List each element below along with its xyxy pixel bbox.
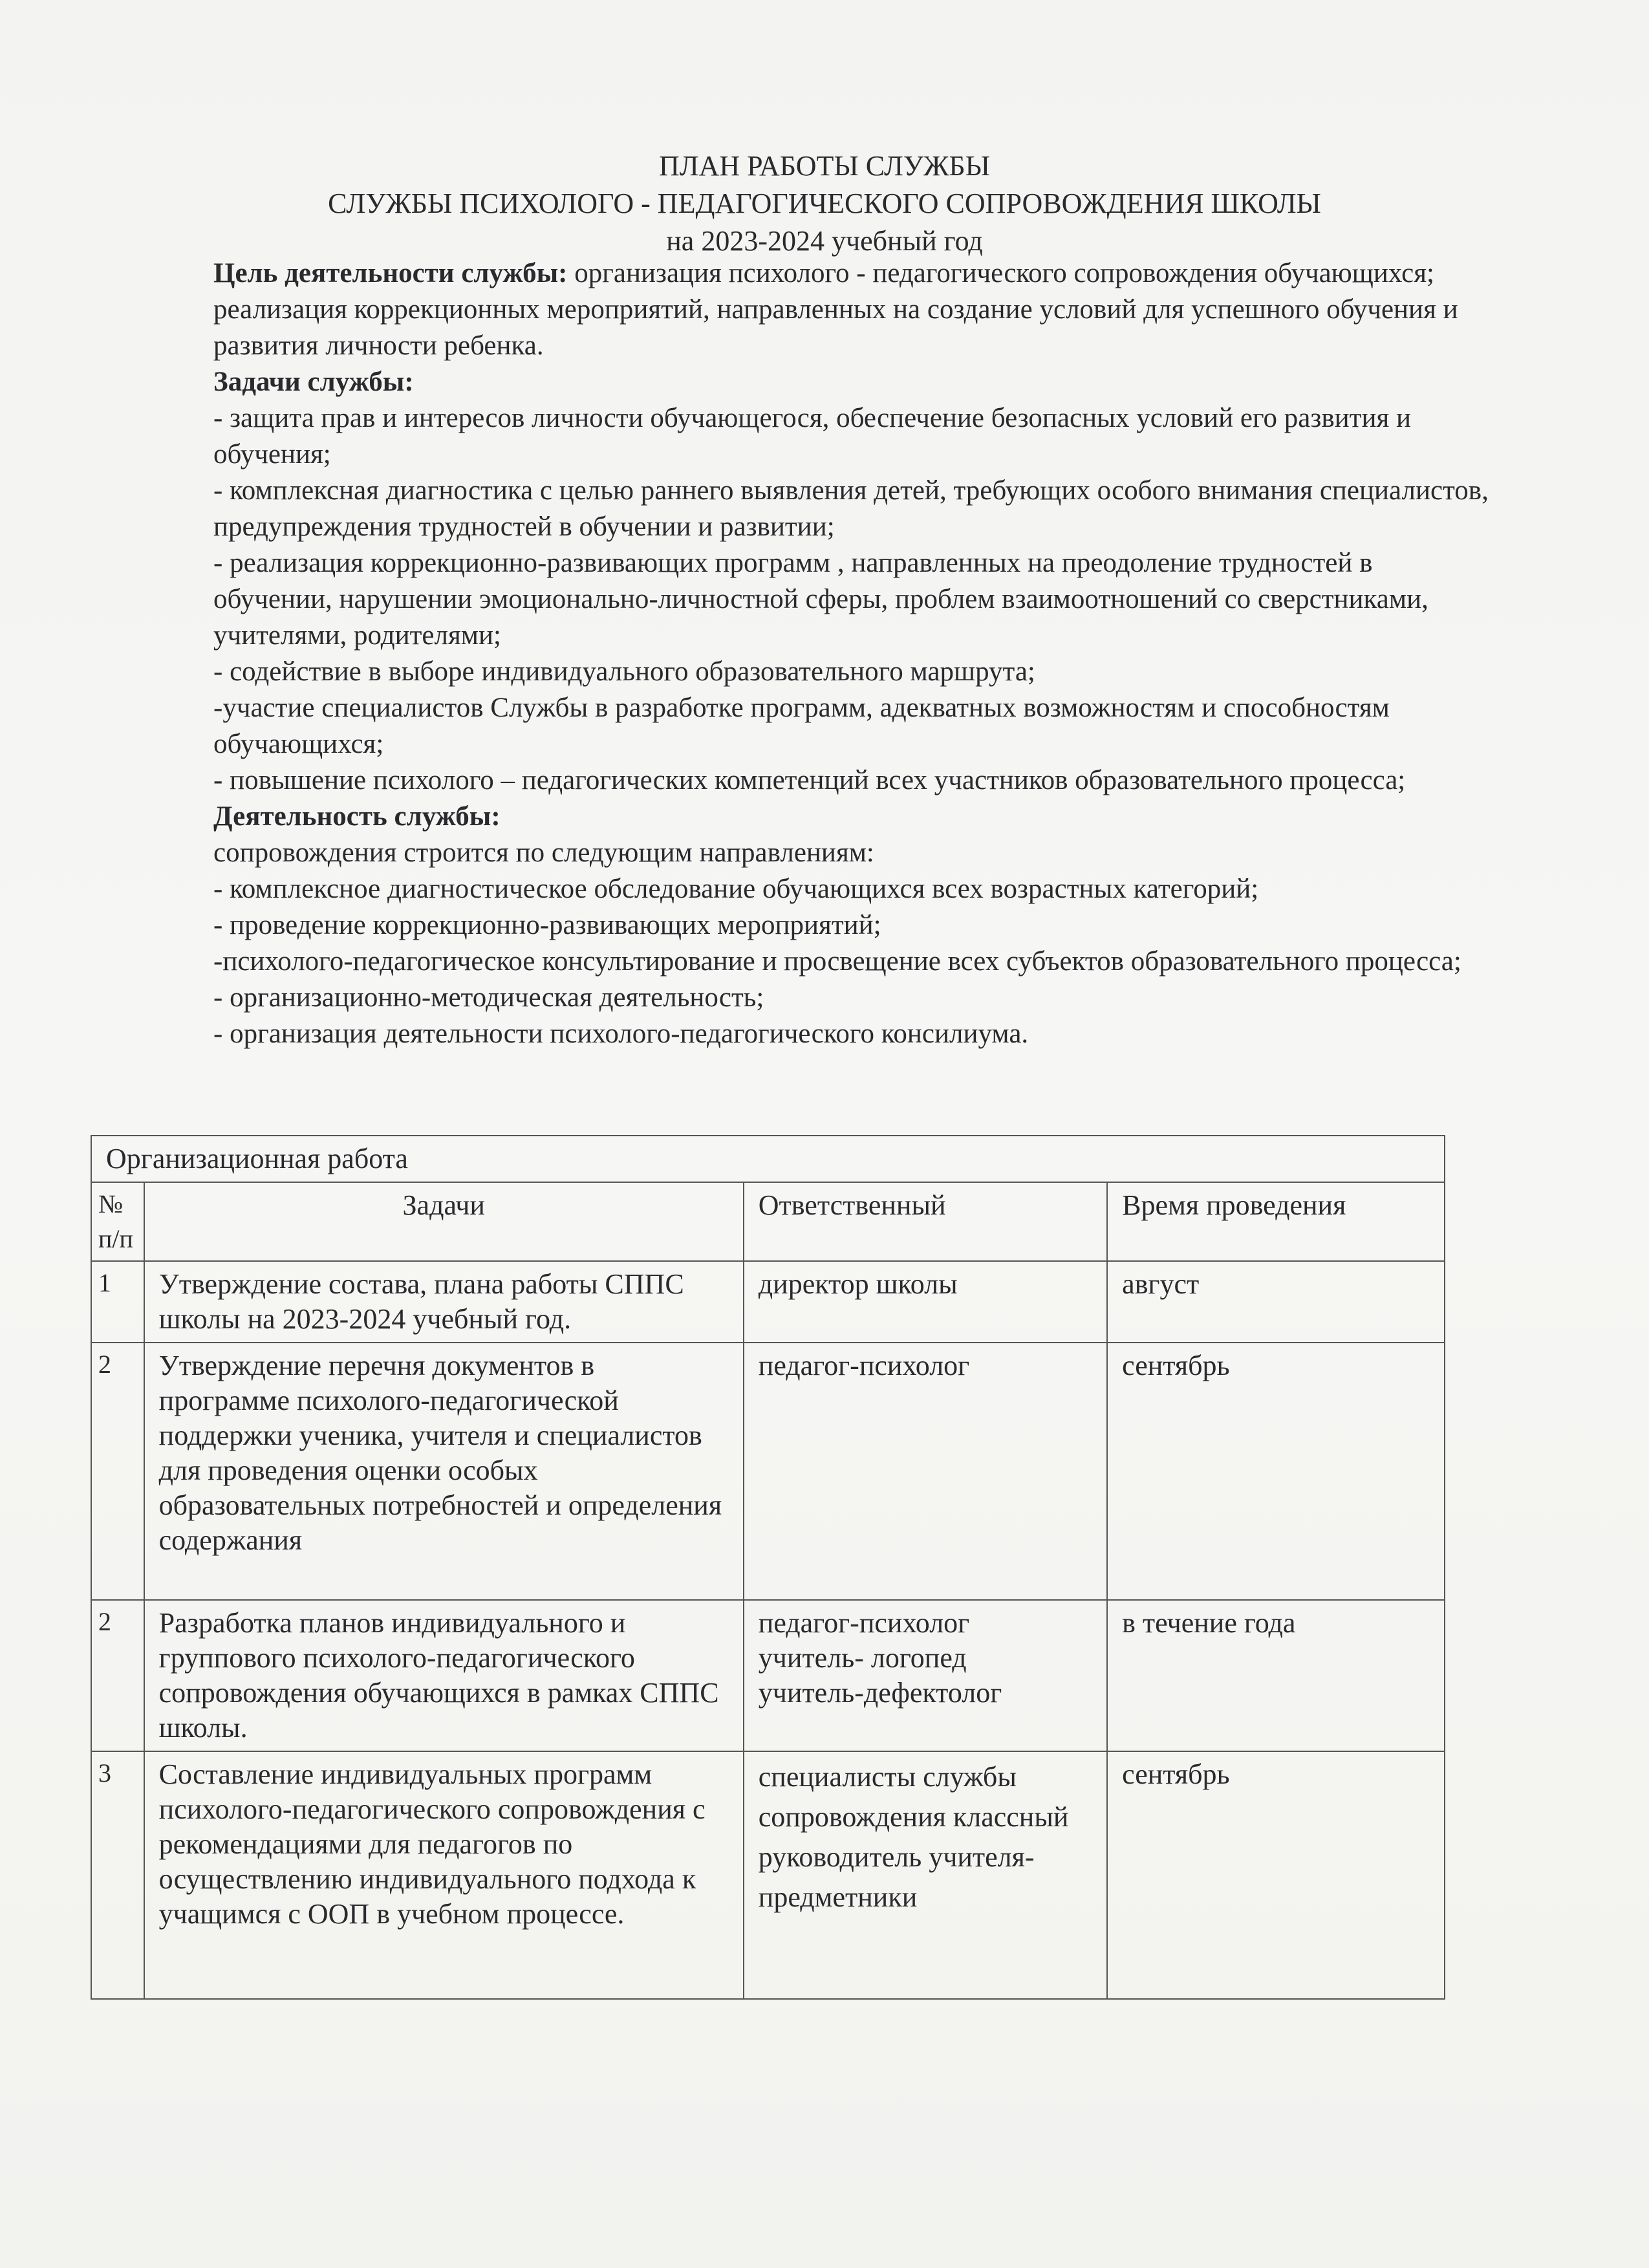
row-task: Составление индивидуальных программ психолого-педагогического сопровождения с рекомендациями для педагогов по осуществлению индивидуального подхода к учащимся с ООП в учебном процессе. <box>144 1751 744 1999</box>
row-num: 2 <box>91 1343 144 1600</box>
header-time: Время проведения <box>1107 1182 1445 1261</box>
row-responsible: специалисты службы сопровождения классный руководитель учителя-предметники <box>744 1751 1107 1999</box>
activity-label: Деятельность службы: <box>213 801 501 832</box>
table-row <box>91 1261 1445 1343</box>
activity-item: - организационно-методическая деятельность; <box>213 982 764 1013</box>
activity-item: -психолого-педагогическое консультирование и просвещение всех субъектов образовательного процесса; <box>213 946 1461 977</box>
intro-section <box>213 255 1494 1052</box>
row-time: сентябрь <box>1107 1343 1445 1600</box>
goal-text: организация психолого - педагогического сопровождения обучающихся; реализация коррекционных мероприятий, направленных на создание условий для успешного обучения и развития личности ребенка. <box>213 258 1458 361</box>
task-item: - повышение психолого – педагогических компетенций всех участников образовательного процесса; <box>213 765 1406 795</box>
table-row <box>91 1751 1445 1999</box>
row-responsible: директор школы <box>744 1261 1107 1343</box>
activity-item: - проведение коррекционно-развивающих мероприятий; <box>213 910 881 940</box>
row-num: 3 <box>91 1751 144 1999</box>
tasks-label: Задачи службы: <box>213 367 414 397</box>
goal-label: Цель деятельности службы: <box>213 258 568 288</box>
organizational-work-table <box>91 1135 1445 2000</box>
task-item: - защита прав и интересов личности обучающегося, обеспечение безопасных условий его развития и обучения; <box>213 403 1412 470</box>
row-task: Утверждение перечня документов в программе психолого-педагогической поддержки ученика, учителя и специалистов для проведения оценки особых образовательных потребностей и определения содержания <box>144 1343 744 1600</box>
task-item: -участие специалистов Службы в разработке программ, адекватных возможностям и способностям обучающихся; <box>213 693 1390 759</box>
document-header <box>194 147 1455 260</box>
row-task: Разработка планов индивидуального и группового психолого-педагогического сопровождения обучающихся в рамках СППС школы. <box>144 1600 744 1751</box>
table-row <box>91 1343 1445 1600</box>
header-title: ПЛАН РАБОТЫ СЛУЖБЫ <box>658 150 991 182</box>
task-item: - содействие в выборе индивидуального образовательного маршрута; <box>213 656 1035 687</box>
activity-item: - комплексное диагностическое обследование обучающихся всех возрастных категорий; <box>213 874 1259 904</box>
header-task: Задачи <box>144 1182 744 1261</box>
row-time: в течение года <box>1107 1600 1445 1751</box>
activity-item: сопровождения строится по следующим направлениям: <box>213 837 874 868</box>
header-responsible: Ответственный <box>744 1182 1107 1261</box>
table-row <box>91 1600 1445 1751</box>
activity-item: - организация деятельности психолого-педагогического консилиума. <box>213 1019 1029 1049</box>
goal-paragraph <box>213 255 1494 364</box>
row-time: август <box>1107 1261 1445 1343</box>
row-responsible: педагог-психолог учитель- логопед учитель-дефектолог <box>744 1600 1107 1751</box>
task-item: - комплексная диагностика с целью раннего выявления детей, требующих особого внимания специалистов, предупреждения трудностей в обучении и развитии; <box>213 475 1489 542</box>
table-header-row <box>91 1182 1445 1261</box>
task-item: - реализация коррекционно-развивающих программ , направленных на преодоление трудностей в обучении, нарушении эмоционально-личностной сферы, проблем взаимоотношений со сверстниками, учителями, родителями; <box>213 548 1428 651</box>
header-year: на 2023-2024 учебный год <box>666 225 983 257</box>
header-num: № п/п <box>91 1182 144 1261</box>
row-task: Утверждение состава, плана работы СППС школы на 2023-2024 учебный год. <box>144 1261 744 1343</box>
row-responsible: педагог-психолог <box>744 1343 1107 1600</box>
row-time: сентябрь <box>1107 1751 1445 1999</box>
row-num: 1 <box>91 1261 144 1343</box>
table-caption: Организационная работа <box>91 1136 1445 1182</box>
table-caption-row <box>91 1136 1445 1182</box>
row-num: 2 <box>91 1600 144 1751</box>
header-subtitle: СЛУЖБЫ ПСИХОЛОГО - ПЕДАГОГИЧЕСКОГО СОПРОВОЖДЕНИЯ ШКОЛЫ <box>328 188 1321 219</box>
